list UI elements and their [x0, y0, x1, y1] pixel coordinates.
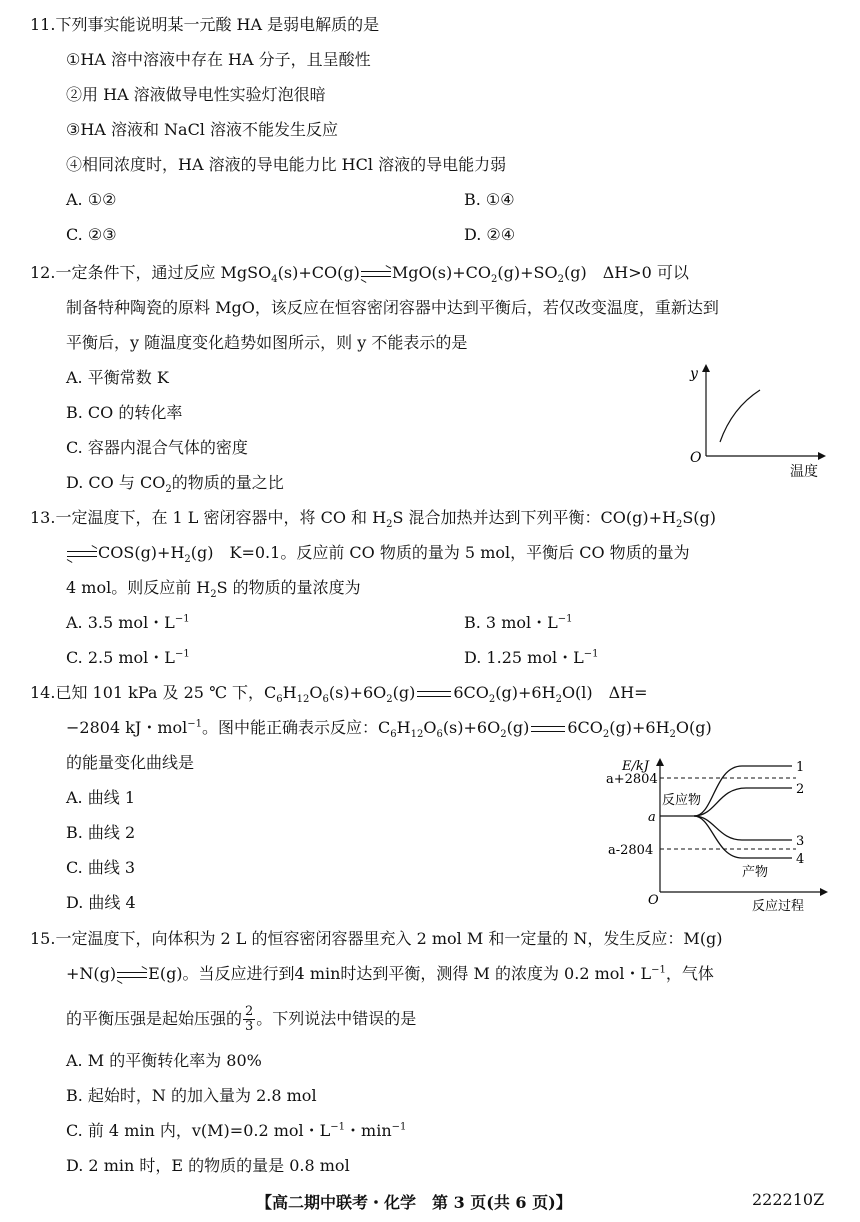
reactant-label: 反应物 [662, 793, 702, 808]
product-label: 产物 [742, 865, 769, 880]
energy-profile-graph [596, 752, 832, 914]
option-a: A. 平衡常数 K [66, 368, 169, 387]
question-number: 14. [30, 683, 56, 702]
option-c: C. 容器内混合气体的密度 [66, 438, 248, 457]
option-b: B. ①④ [464, 190, 515, 209]
question-number: 15. [30, 929, 56, 948]
option-c: C. ②③ [66, 225, 117, 244]
equilibrium-arrow-icon [67, 549, 97, 559]
question-stem: 下列事实能说明某一元酸 HA 是弱电解质的是 [55, 15, 380, 34]
option-a: A. ①② [66, 190, 117, 209]
reaction-equals-icon [417, 690, 451, 698]
option-a: A. 曲线 1 [66, 788, 135, 807]
equilibrium-arrow-icon [361, 269, 391, 279]
y-temperature-graph [684, 360, 830, 482]
footer-code: 222210Z [752, 1190, 825, 1209]
graph-origin: O [648, 893, 659, 908]
option-d: D. 2 min 时，E 的物质的量是 0.8 mol [66, 1156, 350, 1175]
graph-x-label: 反应过程 [752, 899, 805, 914]
option-c: C. 2.5 mol・$L^{-1}$ [66, 648, 190, 667]
equilibrium-arrow-icon [117, 970, 147, 980]
option-b: B. 3 mol・$L^{-1}$ [464, 613, 573, 632]
option-b: B. CO 的转化率 [66, 403, 183, 422]
curve-2 [694, 788, 792, 816]
exam-page: 11.下列事实能说明某一元酸 HA 是弱电解质的是 ①HA 溶中溶液中存在 HA 分子，且呈酸性 ②用 HA 溶液做导电性实验灯泡很暗 ③HA 溶液和 NaCl 溶液不能发生反应 ④相同浓度时，HA 溶液的导电能力比 HCl 溶液的导电能力弱 A. ①② B. ①④ C. ②③ D. ②④ 12.一定条件下，通过反应 MgSO$_4$(s)+CO(g) $MgO(s)+CO_2(g)+SO_2(g)$ ΔH>0 可以 制备特种陶瓷的原料 MgO，该反应在恒容密闭容器中达到平衡后，若仅改变温度，重新达到 平衡后，y 随温度变化趋势如图所示，则 y 不能表示的是 A. 平衡常数 K B. CO 的转化率 C. 容器内混合气体的密度 D. CO 与 $CO_2$的物质的量之比 y O 温度 13.一定温度下，在 1 L 密闭容器中，将 CO 和 $H_2S$ 混合加热并达到下列平衡：$CO(g)+H_2S(g)$ $COS(g)+H_2(g)$ K=0.1。反应前 CO 物质的量为 5 mol，平衡后 CO 物质的量为 4 mol。则反应前 $H_2S$ 的物质的量浓度为 A. 3.5 mol・$L^{-1}$ B. 3 mol・$L^{-1}$ C. 2.5 mol・$L^{-1}$ D. 1.25 mol・$L^{-1}$ 14.已知 101 kPa 及 25 ℃ 下，$C_6H_{12}O_6(s)+6O_2(g)$ $6CO_2(g)+6H_2O(l)$ ΔH= −2804 kJ・mol$^{-1}$。图中能正确表示反应：$C_6H_{12}O_6(s)+6O_2(g)$ $6CO_2(g)+6H_2O(g)$ 的能量变化曲线是 A. 曲线 1 B. 曲线 2 C. 曲线 3 D. 曲线 4 E/kJ a+2804 a a-2804 反应物 产物 O 反应过程 1 2 3 4 15.一定温度下，向体积为 2 L 的恒容密闭容器里充入 2 mol M 和一定量的 N，发生反应：M(g) +N(g) E(g)。当反应进行到4 min时达到平衡，测得 M 的浓度为 0.2 mol・$L^{-1}$，气体 的平衡压强是起始压强的 $\frac{2}{3}$ 。下列说法中错误的是 A. M 的平衡转化率为 80% B. 起始时，N 的加入量为 2.8 mol C. 前 4 min 内，v(M)=0.2 mol・$L^{-1}$・$\min^{-1}$ D. 2 min 时，E 的物质的量是 0.8 mol 【高二期中联考・化学 第 3 页(共 6 页)】 222210Z [0, 0, 860, 1222]
page-footer [0, 1190, 860, 1214]
statement-4: ④相同浓度时，HA 溶液的导电能力比 HCl 溶液的导电能力弱 [66, 155, 507, 174]
option-b: B. 起始时，N 的加入量为 2.8 mol [66, 1086, 317, 1105]
question-number: 12. [30, 263, 56, 282]
curve-3-label: 3 [796, 834, 805, 849]
curve-2-label: 2 [796, 782, 805, 797]
graph-y-label: y [690, 366, 698, 382]
option-a: A. 3.5 mol・$L^{-1}$ [66, 613, 190, 632]
lower-level-label: a-2804 [608, 843, 654, 858]
option-d: D. CO 与 $CO_2$的物质的量之比 [66, 473, 284, 496]
option-a: A. M 的平衡转化率为 80% [66, 1051, 262, 1070]
question-number: 11. [30, 15, 56, 34]
option-d: D. ②④ [464, 225, 516, 244]
option-d: D. 曲线 4 [66, 893, 136, 912]
reactant-level-label: a [648, 810, 656, 825]
option-c: C. 前 4 min 内，v(M)=0.2 mol・$L^{-1}$・$\min^{-1}$ [66, 1121, 407, 1140]
statement-3: ③HA 溶液和 NaCl 溶液不能发生反应 [66, 120, 339, 139]
option-d: D. 1.25 mol・$L^{-1}$ [464, 648, 599, 667]
question-number: 13. [30, 508, 56, 527]
footer-title: 【高二期中联考・化学 第 3 页(共 6 页)】 [256, 1193, 572, 1212]
graph-x-label: 温度 [790, 464, 818, 480]
curve-1-label: 1 [796, 760, 805, 775]
graph-origin: O [690, 450, 702, 466]
curve-4 [694, 816, 792, 858]
curve-4-label: 4 [796, 852, 805, 867]
statement-2: ②用 HA 溶液做导电性实验灯泡很暗 [66, 85, 326, 104]
energy-axis-label: E/kJ [622, 759, 649, 774]
reaction-equals-icon [531, 725, 565, 733]
statement-1: ①HA 溶中溶液中存在 HA 分子，且呈酸性 [66, 50, 371, 69]
option-b: B. 曲线 2 [66, 823, 136, 842]
upper-level-label: a+2804 [606, 772, 658, 787]
option-c: C. 曲线 3 [66, 858, 136, 877]
pressure-fraction: $\frac{2}{3}$ [245, 1004, 254, 1034]
curve-1 [694, 766, 792, 816]
